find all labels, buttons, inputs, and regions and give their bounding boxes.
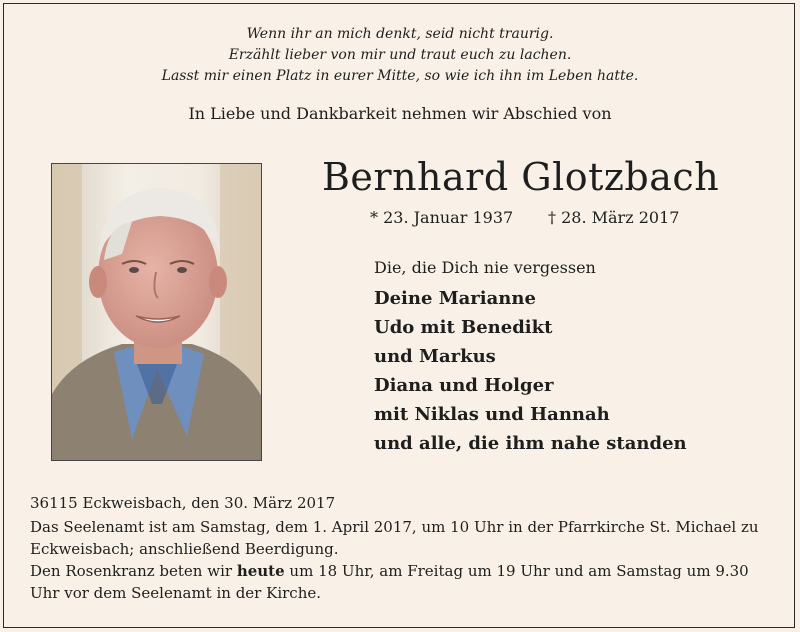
death-date: † 28. März 2017 [548, 208, 680, 227]
mourner-line: Udo mit Benedikt [374, 317, 553, 338]
farewell-intro: In Liebe und Dankbarkeit nehmen wir Abschied von [188, 104, 612, 123]
place-and-date: 36115 Eckweisbach, den 30. März 2017 [30, 494, 336, 512]
mourner-line: und alle, die ihm nahe standen [374, 433, 687, 454]
poem [0, 24, 800, 87]
seelenamt-text: Das Seelenamt ist am Samstag, dem 1. April 2017, um 10 Uhr in der Pfarrkirche St. Michael zu Eckweisbach; anschließend Beerdigung. [30, 518, 759, 558]
service-details [30, 516, 775, 604]
rosenkranz-after: um 18 Uhr, am Freitag um 19 Uhr und am Samstag um 9.30 Uhr vor dem Seelenamt in der Kirche. [30, 562, 749, 602]
rosenkranz-emphasis: heute [236, 562, 285, 580]
rosenkranz-text [30, 560, 775, 604]
mourner-line: und Markus [374, 346, 496, 367]
mourner-line: Deine Marianne [374, 288, 536, 309]
mourner-line: mit Niklas und Hannah [374, 404, 610, 425]
mourners-intro: Die, die Dich nie vergessen [374, 258, 596, 277]
deceased-name: Bernhard Glotzbach [322, 155, 720, 199]
mourners-list [374, 284, 687, 458]
rosenkranz-before: Den Rosenkranz beten wir [30, 562, 237, 580]
poem-line-2: Erzählt lieber von mir und traut euch zu lachen. [228, 47, 572, 63]
poem-line-3: Lasst mir einen Platz in eurer Mitte, so wie ich ihn im Leben hatte. [161, 68, 639, 84]
portrait-photo [51, 163, 262, 461]
poem-line-1: Wenn ihr an mich denkt, seid nicht traurig. [246, 26, 554, 42]
mourner-line: Diana und Holger [374, 375, 554, 396]
birth-date: * 23. Januar 1937 [370, 208, 514, 227]
